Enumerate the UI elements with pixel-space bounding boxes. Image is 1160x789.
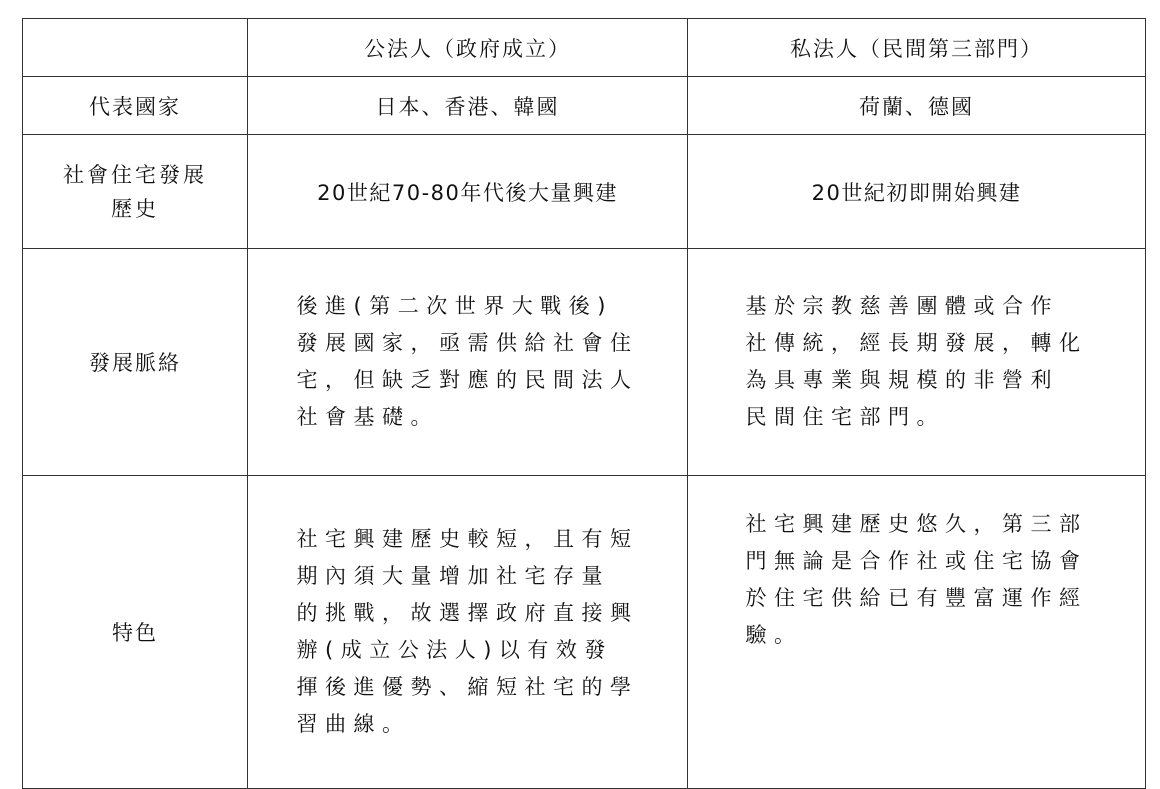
text-line: 門無論是合作社或住宅協會 <box>745 549 1088 573</box>
text-line: 社宅興建歷史較短，且有短 <box>296 527 639 551</box>
text-line: 基於宗教慈善團體或合作 <box>745 294 1059 318</box>
text-line: 於住宅供給已有豐富運作經 <box>745 586 1088 610</box>
table-row <box>23 77 1146 135</box>
comparison-table <box>22 18 1146 789</box>
text-line: 社會基礎。 <box>296 405 439 429</box>
text-line: 發展國家，亟需供給社會住 <box>296 331 639 355</box>
text-line: 揮後進優勢、縮短社宅的學 <box>296 675 639 699</box>
text-line: 民間住宅部門。 <box>745 405 945 429</box>
private-cell <box>688 476 1146 789</box>
label-line: 社會住宅發展 <box>63 162 207 187</box>
row-label: 發展脈絡 <box>23 249 248 476</box>
private-cell: 20世紀初即開始興建 <box>688 135 1146 249</box>
label-line: 歷史 <box>111 196 159 221</box>
public-cell: 20世紀70-80年代後大量興建 <box>248 135 688 249</box>
text-line: 社傳統，經長期發展，轉化 <box>745 331 1088 355</box>
text-line: 驗。 <box>745 623 803 647</box>
private-cell: 荷蘭、德國 <box>688 77 1146 135</box>
row-label: 特色 <box>23 476 248 789</box>
table-row <box>23 249 1146 476</box>
text-line: 後進(第二次世界大戰後) <box>296 294 613 318</box>
header-row <box>23 19 1146 77</box>
text-line: 為具專業與規模的非營利 <box>745 368 1059 392</box>
table-row <box>23 135 1146 249</box>
header-empty <box>23 19 248 77</box>
text-line: 期內須大量增加社宅存量 <box>296 564 610 588</box>
table-row <box>23 476 1146 789</box>
text-line: 習曲線。 <box>296 712 411 736</box>
text-line: 的挑戰，故選擇政府直接興 <box>296 601 639 625</box>
text-line: 辦(成立公法人)以有效發 <box>296 638 613 662</box>
text-line: 社宅興建歷史悠久，第三部 <box>745 512 1088 536</box>
row-label: 代表國家 <box>23 77 248 135</box>
text-line: 宅，但缺乏對應的民間法人 <box>296 368 639 392</box>
row-label <box>23 135 248 249</box>
private-cell <box>688 249 1146 476</box>
public-cell: 日本、香港、韓國 <box>248 77 688 135</box>
public-cell <box>248 249 688 476</box>
header-private: 私法人（民間第三部門） <box>688 19 1146 77</box>
public-cell <box>248 476 688 789</box>
header-public: 公法人（政府成立） <box>248 19 688 77</box>
